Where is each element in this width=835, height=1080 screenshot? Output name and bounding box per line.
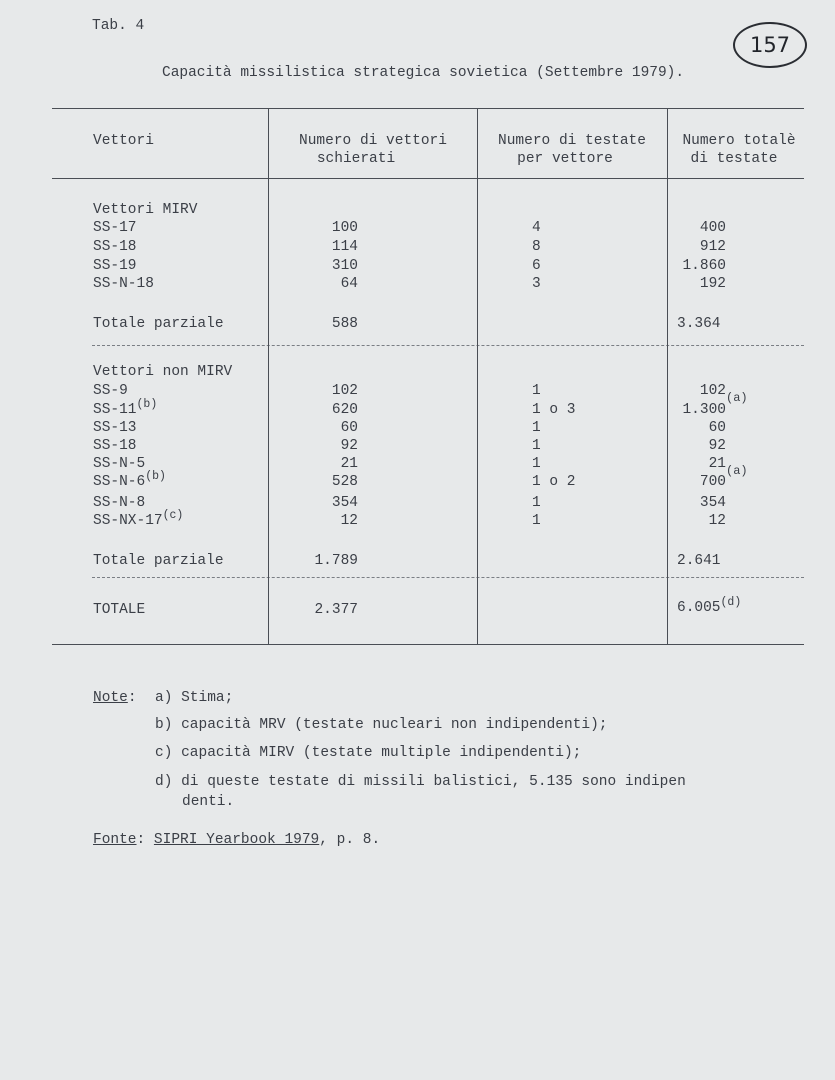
- column-header-total-line2: di testate: [690, 151, 778, 167]
- row-deployed: 92: [340, 438, 358, 454]
- row-total: 102: [699, 383, 726, 399]
- grand-total-label: TOTALE: [93, 602, 146, 618]
- row-per-vector: 1 o 3: [532, 402, 576, 418]
- row-total: 912: [699, 239, 726, 255]
- row-name: SS-18: [93, 239, 137, 255]
- note-a: a) Stima;: [155, 690, 234, 706]
- row-total: 1.860: [682, 258, 726, 274]
- column-header-deployed-line1: Numero di vettori: [299, 133, 447, 149]
- column-header-deployed-line2: schierati: [316, 151, 396, 167]
- row-name: SS-17: [93, 220, 137, 236]
- row-name: SS-11$^{(b)}$: [93, 398, 158, 418]
- row-total: 400: [699, 220, 726, 236]
- row-name: SS-N-8: [93, 495, 146, 511]
- row-name: SS-9: [93, 383, 128, 399]
- row-deployed: 310: [331, 258, 358, 274]
- row-total: 92: [708, 438, 726, 454]
- section-heading-nonmirv: Vettori non MIRV: [93, 364, 233, 380]
- row-name: SS-N-5: [93, 456, 146, 472]
- subtotal-label: Totale parziale: [93, 553, 224, 569]
- row-deployed: 102: [331, 383, 358, 399]
- row-deployed: 64: [340, 276, 358, 292]
- column-header-per-line1: Numero di testate: [498, 133, 646, 149]
- column-header-per-line2: per vettore: [517, 151, 613, 167]
- row-per-vector: 1 o 2: [532, 474, 576, 490]
- subtotal-total: 3.364: [677, 316, 721, 332]
- grand-total-deployed: 2.377: [314, 602, 358, 618]
- row-total: 1.300: [682, 402, 726, 418]
- note-d: d) di queste testate di missili balistici, 5.135 sono indipen: [155, 774, 686, 790]
- row-total: 12: [708, 513, 726, 529]
- row-deployed: 354: [331, 495, 358, 511]
- subtotal-deployed: 1.789: [314, 553, 358, 569]
- row-per-vector: 1: [532, 513, 541, 529]
- row-total: 60: [708, 420, 726, 436]
- row-per-vector: 1: [532, 383, 541, 399]
- notes-label: Note:: [93, 690, 137, 706]
- row-deployed: 620: [331, 402, 358, 418]
- note-d-continued: denti.: [182, 794, 235, 810]
- grand-total-total: 6.005$^{(d)}$: [677, 596, 742, 616]
- row-name: SS-NX-17$^{(c)}$: [93, 509, 184, 529]
- row-deployed: 100: [331, 220, 358, 236]
- row-name: SS-13: [93, 420, 137, 436]
- subtotal-total: 2.641: [677, 553, 721, 569]
- row-deployed: 12: [340, 513, 358, 529]
- row-per-vector: 1: [532, 495, 541, 511]
- note-c: c) capacità MIRV (testate multiple indipendenti);: [155, 745, 582, 761]
- row-name: SS-18: [93, 438, 137, 454]
- row-per-vector: 6: [532, 258, 541, 274]
- row-total: 354: [699, 495, 726, 511]
- row-per-vector: 3: [532, 276, 541, 292]
- source-line: Fonte: SIPRI Yearbook 1979, p. 8.: [93, 832, 381, 848]
- row-deployed: 528: [331, 474, 358, 490]
- footnote-ref-a: (a): [726, 391, 748, 405]
- column-header-vettori: Vettori: [93, 133, 154, 149]
- row-deployed: 114: [331, 239, 358, 255]
- row-name: SS-N-18: [93, 276, 154, 292]
- row-name: SS-19: [93, 258, 137, 274]
- row-name: SS-N-6$^{(b)}$: [93, 470, 166, 490]
- row-total: 192: [699, 276, 726, 292]
- column-header-total-line1: Numero totalè: [682, 133, 796, 149]
- row-per-vector: 4: [532, 220, 541, 236]
- row-deployed: 60: [340, 420, 358, 436]
- row-per-vector: 1: [532, 420, 541, 436]
- footnote-ref-a: (a): [726, 464, 748, 478]
- row-per-vector: 1: [532, 438, 541, 454]
- page-number-stamp: 157: [733, 22, 807, 68]
- note-b: b) capacità MRV (testate nucleari non indipendenti);: [155, 717, 608, 733]
- table-number: Tab. 4: [92, 18, 145, 34]
- section-heading-mirv: Vettori MIRV: [93, 202, 198, 218]
- subtotal-label: Totale parziale: [93, 316, 224, 332]
- row-per-vector: 1: [532, 456, 541, 472]
- subtotal-deployed: 588: [331, 316, 358, 332]
- row-total: 21: [708, 456, 726, 472]
- row-per-vector: 8: [532, 239, 541, 255]
- row-total: 700: [699, 474, 726, 490]
- row-deployed: 21: [340, 456, 358, 472]
- page-title: Capacità missilistica strategica sovietica (Settembre 1979).: [162, 65, 685, 81]
